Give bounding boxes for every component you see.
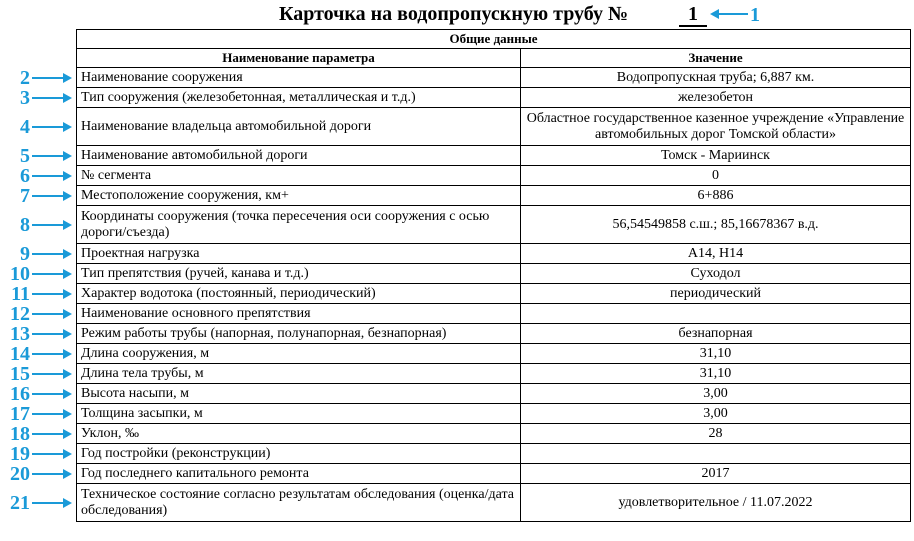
param-cell: Толщина засыпки, м bbox=[77, 404, 521, 424]
row-marker-number: 10 bbox=[10, 262, 30, 285]
table-row bbox=[77, 424, 911, 444]
arrow-right-icon bbox=[32, 367, 72, 381]
value-cell: удовлетворительное / 11.07.2022 bbox=[521, 484, 911, 522]
table-body bbox=[77, 68, 911, 522]
page-title: Карточка на водопропускную трубу № bbox=[279, 3, 629, 25]
arrow-right-icon bbox=[32, 287, 72, 301]
arrow-right-icon bbox=[32, 71, 72, 85]
row-marker bbox=[0, 384, 76, 404]
arrow-right-icon bbox=[32, 267, 72, 281]
row-marker-number: 3 bbox=[20, 86, 30, 109]
arrow-right-icon bbox=[32, 407, 72, 421]
value-cell: Суходол bbox=[521, 264, 911, 284]
value-cell: 6+886 bbox=[521, 186, 911, 206]
param-cell: Координаты сооружения (точка пересечения оси сооружения с осью дороги/съезда) bbox=[77, 206, 521, 244]
table-row bbox=[77, 284, 911, 304]
arrow-right-icon bbox=[32, 327, 72, 341]
arrow-right-icon bbox=[32, 120, 72, 134]
table-row bbox=[77, 364, 911, 384]
table-row bbox=[77, 206, 911, 244]
row-markers bbox=[0, 0, 80, 541]
section-title: Общие данные bbox=[77, 30, 911, 49]
row-marker bbox=[0, 304, 76, 324]
table-row bbox=[77, 166, 911, 186]
value-cell: железобетон bbox=[521, 88, 911, 108]
arrow-right-icon bbox=[32, 427, 72, 441]
table-row bbox=[77, 186, 911, 206]
column-header-param: Наименование параметра bbox=[77, 49, 521, 68]
table-row bbox=[77, 324, 911, 344]
param-cell: Тип препятствия (ручей, канава и т.д.) bbox=[77, 264, 521, 284]
row-marker bbox=[0, 344, 76, 364]
param-cell: Год постройки (реконструкции) bbox=[77, 444, 521, 464]
param-cell: Тип сооружения (железобетонная, металлическая и т.д.) bbox=[77, 88, 521, 108]
row-marker-number: 20 bbox=[10, 462, 30, 485]
table-row bbox=[77, 108, 911, 146]
arrow-right-icon bbox=[32, 496, 72, 510]
row-marker-number: 9 bbox=[20, 242, 30, 265]
param-cell: Наименование владельца автомобильной дороги bbox=[77, 108, 521, 146]
table-row bbox=[77, 444, 911, 464]
row-marker bbox=[0, 444, 76, 464]
value-cell: 56,54549858 с.ш.; 85,16678367 в.д. bbox=[521, 206, 911, 244]
row-marker-number: 2 bbox=[20, 66, 30, 89]
row-marker-number: 5 bbox=[20, 144, 30, 167]
value-cell: Водопропускная труба; 6,887 км. bbox=[521, 68, 911, 88]
row-marker-number: 12 bbox=[10, 302, 30, 325]
param-cell: Наименование сооружения bbox=[77, 68, 521, 88]
row-marker bbox=[0, 88, 76, 108]
table-row bbox=[77, 88, 911, 108]
general-data-table bbox=[76, 29, 911, 522]
arrow-right-icon bbox=[32, 347, 72, 361]
arrow-left-icon bbox=[710, 7, 748, 21]
table-row bbox=[77, 146, 911, 166]
row-marker-number: 21 bbox=[10, 491, 30, 514]
value-cell bbox=[521, 304, 911, 324]
row-marker-number: 19 bbox=[10, 442, 30, 465]
row-marker-number: 11 bbox=[11, 282, 30, 305]
value-cell: А14, Н14 bbox=[521, 244, 911, 264]
value-cell: 31,10 bbox=[521, 364, 911, 384]
row-marker-number: 17 bbox=[10, 402, 30, 425]
row-marker-number: 14 bbox=[10, 342, 30, 365]
param-cell: Наименование основного препятствия bbox=[77, 304, 521, 324]
value-cell: 2017 bbox=[521, 464, 911, 484]
param-cell: Режим работы трубы (напорная, полунапорная, безнапорная) bbox=[77, 324, 521, 344]
param-cell: Высота насыпи, м bbox=[77, 384, 521, 404]
row-marker-number: 4 bbox=[20, 115, 30, 138]
value-cell: 3,00 bbox=[521, 384, 911, 404]
row-marker bbox=[0, 364, 76, 384]
row-marker bbox=[0, 493, 76, 513]
row-marker bbox=[0, 186, 76, 206]
value-cell: 3,00 bbox=[521, 404, 911, 424]
row-marker bbox=[0, 464, 76, 484]
table-row bbox=[77, 404, 911, 424]
param-cell: Проектная нагрузка bbox=[77, 244, 521, 264]
arrow-right-icon bbox=[32, 218, 72, 232]
row-marker bbox=[0, 166, 76, 186]
table-row bbox=[77, 244, 911, 264]
row-marker-number: 18 bbox=[10, 422, 30, 445]
table-row bbox=[77, 304, 911, 324]
row-marker-number: 15 bbox=[10, 362, 30, 385]
row-marker-number: 16 bbox=[10, 382, 30, 405]
table-row bbox=[77, 384, 911, 404]
arrow-right-icon bbox=[32, 247, 72, 261]
table-row bbox=[77, 344, 911, 364]
row-marker-number: 7 bbox=[20, 184, 30, 207]
row-marker-number: 6 bbox=[20, 164, 30, 187]
param-cell: Техническое состояние согласно результатам обследования (оценка/дата обследования) bbox=[77, 484, 521, 522]
title-row bbox=[0, 3, 914, 29]
arrow-right-icon bbox=[32, 149, 72, 163]
row-marker bbox=[0, 264, 76, 284]
param-cell: № сегмента bbox=[77, 166, 521, 186]
param-cell: Характер водотока (постоянный, периодический) bbox=[77, 284, 521, 304]
arrow-right-icon bbox=[32, 467, 72, 481]
value-cell: безнапорная bbox=[521, 324, 911, 344]
row-marker bbox=[0, 244, 76, 264]
row-marker bbox=[0, 215, 76, 235]
title-marker: 1 bbox=[750, 4, 760, 26]
value-cell: Томск - Мариинск bbox=[521, 146, 911, 166]
param-cell: Местоположение сооружения, км+ bbox=[77, 186, 521, 206]
arrow-right-icon bbox=[32, 169, 72, 183]
row-marker bbox=[0, 404, 76, 424]
row-marker bbox=[0, 117, 76, 137]
row-marker bbox=[0, 146, 76, 166]
row-marker-number: 8 bbox=[20, 213, 30, 236]
row-marker bbox=[0, 424, 76, 444]
row-marker bbox=[0, 284, 76, 304]
row-marker-number: 13 bbox=[10, 322, 30, 345]
table-row bbox=[77, 484, 911, 522]
param-cell: Наименование автомобильной дороги bbox=[77, 146, 521, 166]
table-row bbox=[77, 264, 911, 284]
arrow-right-icon bbox=[32, 189, 72, 203]
row-marker bbox=[0, 68, 76, 88]
value-cell bbox=[521, 444, 911, 464]
row-marker bbox=[0, 324, 76, 344]
value-cell: 28 bbox=[521, 424, 911, 444]
arrow-right-icon bbox=[32, 387, 72, 401]
card-number: 1 bbox=[679, 3, 707, 27]
table-row bbox=[77, 464, 911, 484]
arrow-right-icon bbox=[32, 447, 72, 461]
column-header-value: Значение bbox=[521, 49, 911, 68]
param-cell: Уклон, ‰ bbox=[77, 424, 521, 444]
value-cell: 0 bbox=[521, 166, 911, 186]
value-cell: периодический bbox=[521, 284, 911, 304]
param-cell: Длина тела трубы, м bbox=[77, 364, 521, 384]
arrow-right-icon bbox=[32, 307, 72, 321]
arrow-right-icon bbox=[32, 91, 72, 105]
param-cell: Длина сооружения, м bbox=[77, 344, 521, 364]
table-row bbox=[77, 68, 911, 88]
value-cell: Областное государственное казенное учреждение «Управление автомобильных дорог Томской области» bbox=[521, 108, 911, 146]
param-cell: Год последнего капитального ремонта bbox=[77, 464, 521, 484]
value-cell: 31,10 bbox=[521, 344, 911, 364]
